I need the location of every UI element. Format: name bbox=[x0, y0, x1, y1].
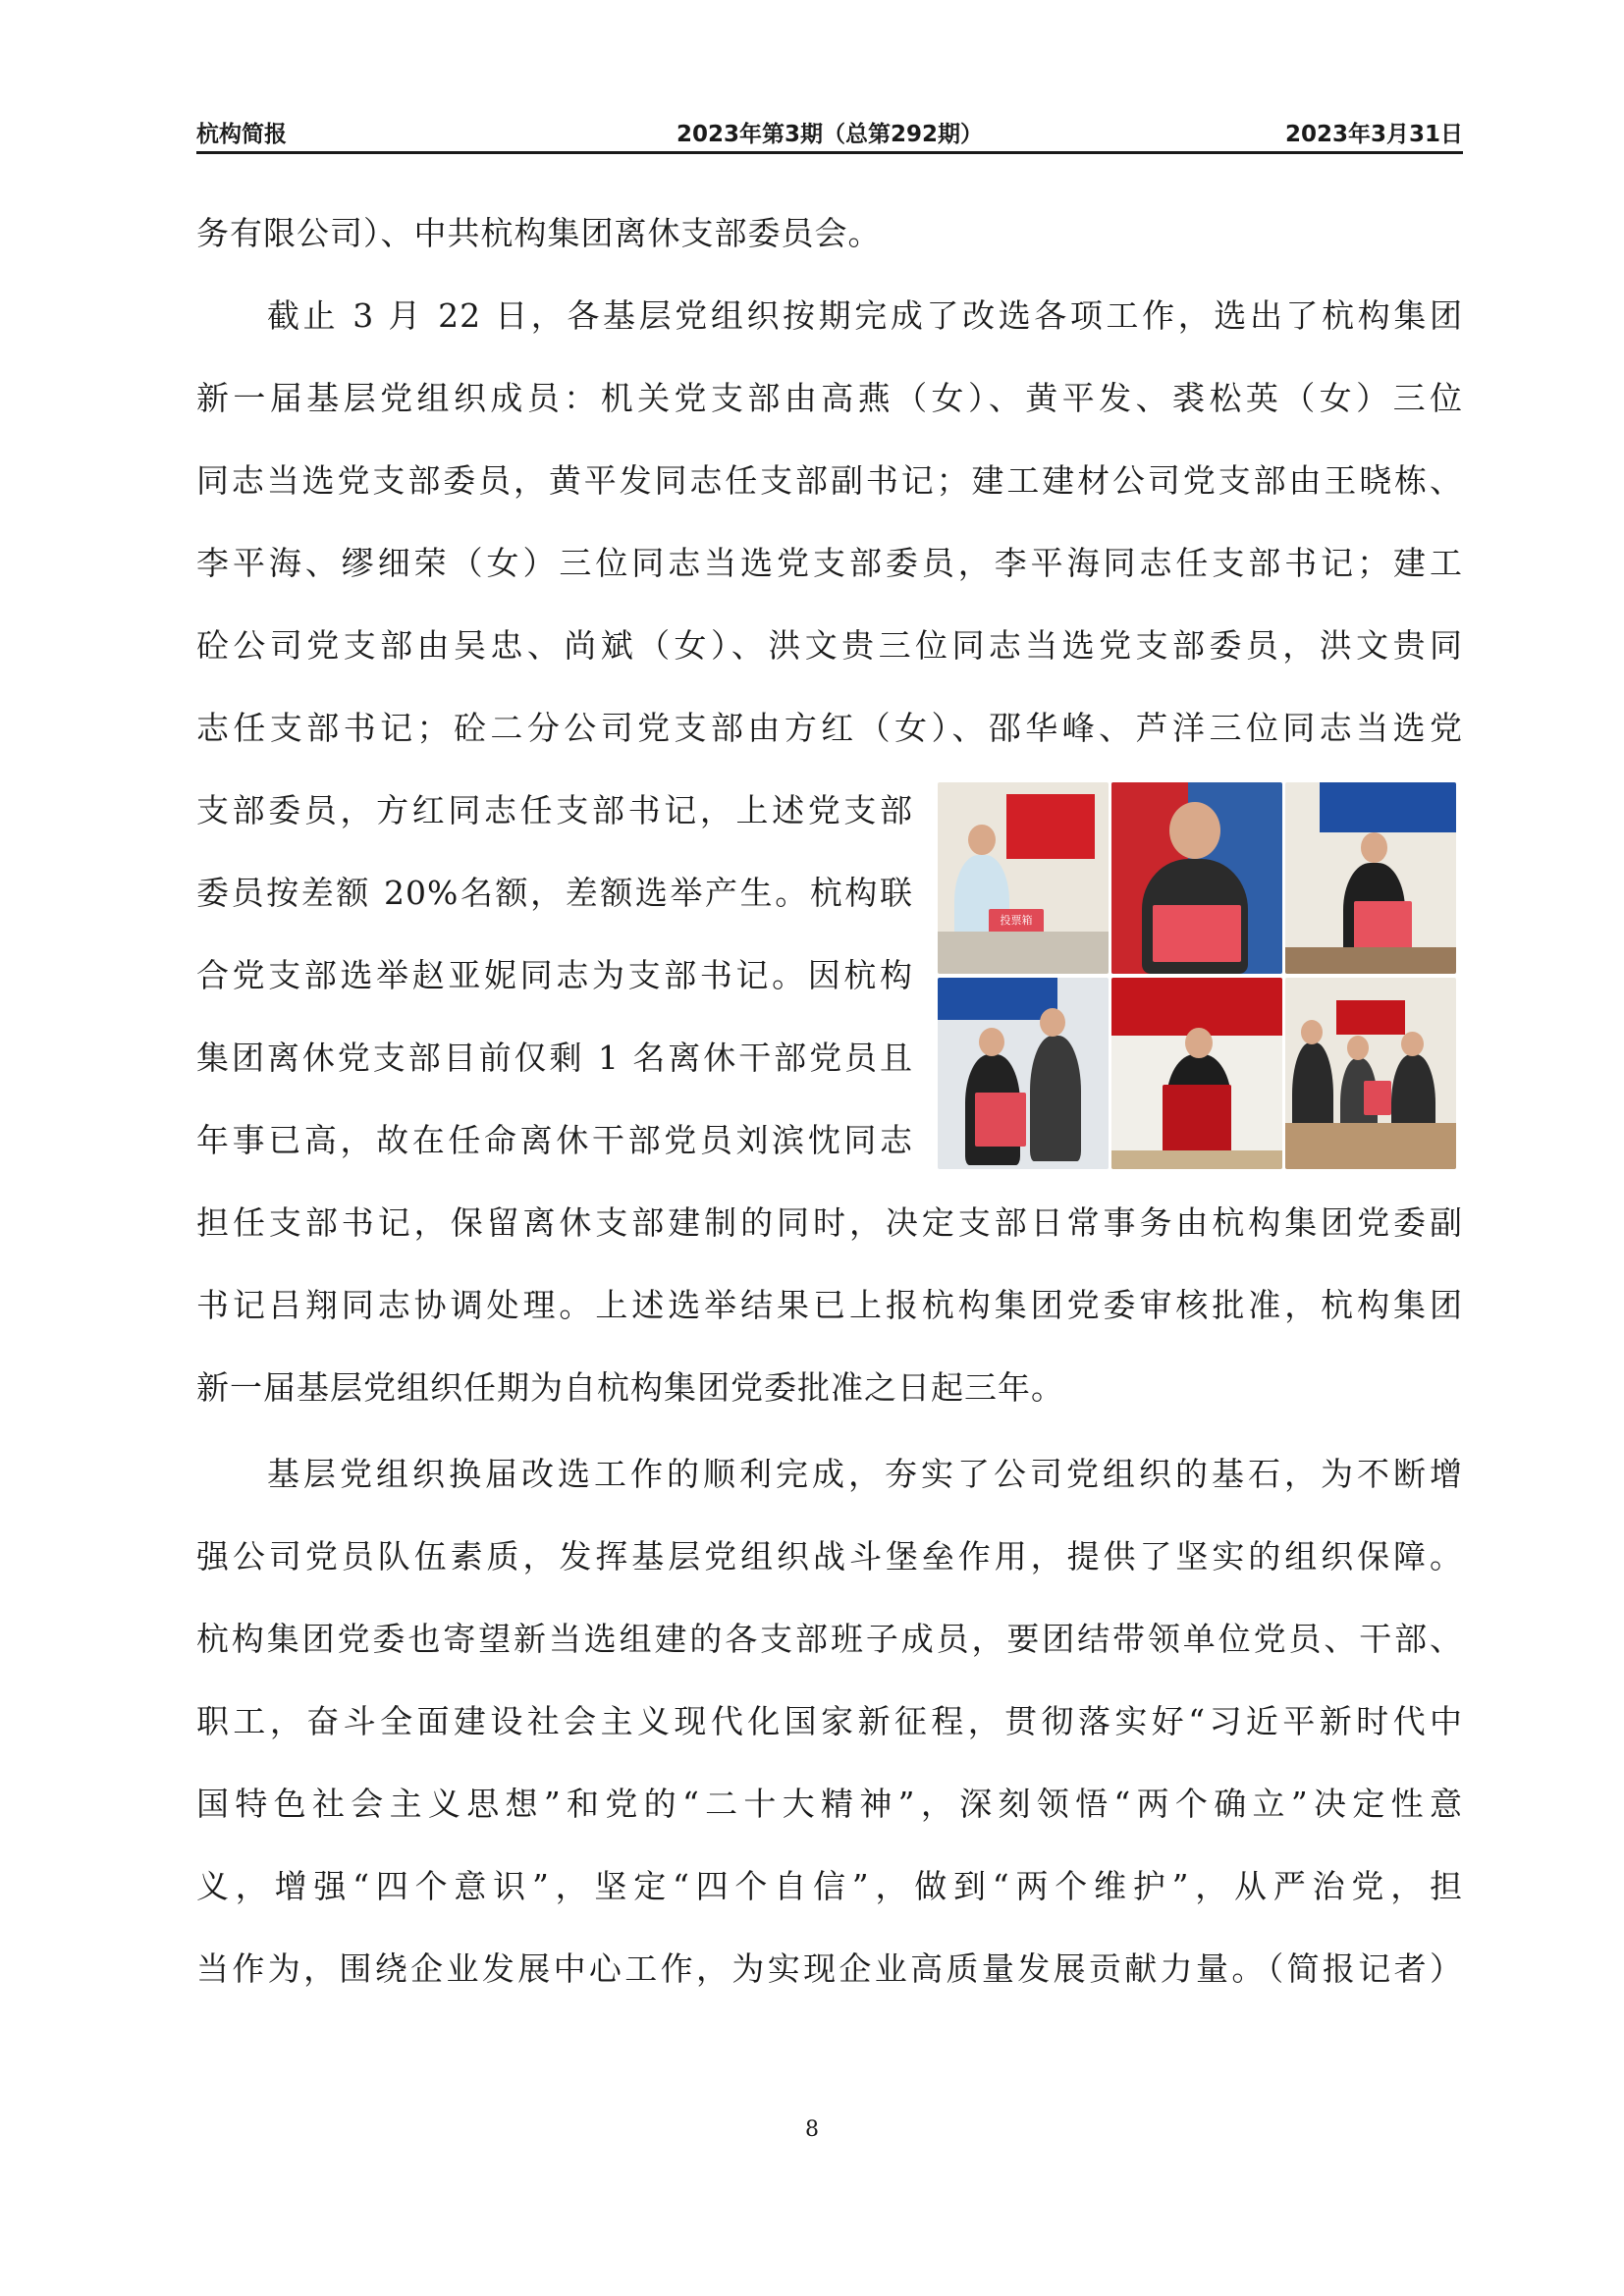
text-line: 杭构集团党委也寄望新当选组建的各支部班子成员，要团结带领单位党员、干部、 bbox=[196, 1620, 1463, 1658]
text-line: 务有限公司）、中共杭构集团离休支部委员会。 bbox=[196, 214, 882, 252]
election-photo-5 bbox=[1111, 978, 1282, 1169]
publication-name: 杭构简报 bbox=[196, 122, 287, 147]
election-photo-4 bbox=[938, 978, 1109, 1169]
text-line: 职工，奋斗全面建设社会主义现代化国家新征程，贯彻落实好“习近平新时代中 bbox=[196, 1702, 1463, 1740]
text-line: 砼公司党支部由吴忠、尚斌（女）、洪文贵三位同志当选党支部委员，洪文贵同 bbox=[196, 626, 1463, 665]
text-line: 基层党组织换届改选工作的顺利完成，夯实了公司党组织的基石，为不断增 bbox=[267, 1455, 1463, 1493]
header-rule bbox=[196, 151, 1463, 154]
ballot-box-label: 投票箱 bbox=[1000, 913, 1033, 927]
text-line: 支部委员，方红同志任支部书记，上述党支部 bbox=[196, 791, 913, 829]
text-line: 合党支部选举赵亚妮同志为支部书记。因杭构 bbox=[196, 956, 913, 994]
election-photo-6 bbox=[1285, 978, 1456, 1169]
text-line: 新一届基层党组织成员：机关党支部由高燕（女）、黄平发、裘松英（女）三位 bbox=[196, 379, 1463, 417]
text-line: 李平海、缪细荣（女）三位同志当选党支部委员，李平海同志任支部书记；建工 bbox=[196, 544, 1463, 582]
text-line: 截止 3 月 22 日，各基层党组织按期完成了改选各项工作，选出了杭构集团 bbox=[267, 296, 1463, 335]
text-line: 委员按差额 20%名额，差额选举产生。杭构联 bbox=[196, 874, 913, 912]
text-line: 义，增强“四个意识”，坚定“四个自信”，做到“两个维护”，从严治党，担 bbox=[196, 1867, 1463, 1905]
text-line: 当作为，围绕企业发展中心工作，为实现企业高质量发展贡献力量。（简报记者） bbox=[196, 1949, 1463, 1988]
text-line: 集团离休党支部目前仅剩 1 名离休干部党员且 bbox=[196, 1039, 913, 1077]
text-line: 同志当选党支部委员，黄平发同志任支部副书记；建工建材公司党支部由王晓栋、 bbox=[196, 461, 1463, 500]
page-header bbox=[196, 116, 1463, 151]
issue-date: 2023年3月31日 bbox=[1284, 122, 1463, 147]
page-number: 8 bbox=[805, 2117, 819, 2142]
text-line: 国特色社会主义思想”和党的“二十大精神”，深刻领悟“两个确立”决定性意 bbox=[196, 1785, 1463, 1823]
election-photo-collage bbox=[938, 782, 1456, 1169]
issue-number: 2023年第3期（总第292期） bbox=[676, 122, 984, 147]
election-photo-2 bbox=[1111, 782, 1282, 974]
election-photo-3 bbox=[1285, 782, 1456, 974]
election-photo-1 bbox=[938, 782, 1109, 974]
text-line: 担任支部书记，保留离休支部建制的同时，决定支部日常事务由杭构集团党委副 bbox=[196, 1203, 1463, 1242]
text-line: 志任支部书记；砼二分公司党支部由方红（女）、邵华峰、芦洋三位同志当选党 bbox=[196, 709, 1463, 747]
text-line: 年事已高，故在任命离休干部党员刘滨忱同志 bbox=[196, 1121, 913, 1159]
text-line: 强公司党员队伍素质，发挥基层党组织战斗堡垒作用，提供了坚实的组织保障。 bbox=[196, 1537, 1463, 1575]
text-line: 书记吕翔同志协调处理。上述选举结果已上报杭构集团党委审核批准，杭构集团 bbox=[196, 1286, 1463, 1324]
text-line: 新一届基层党组织任期为自杭构集团党委批准之日起三年。 bbox=[196, 1368, 1064, 1407]
